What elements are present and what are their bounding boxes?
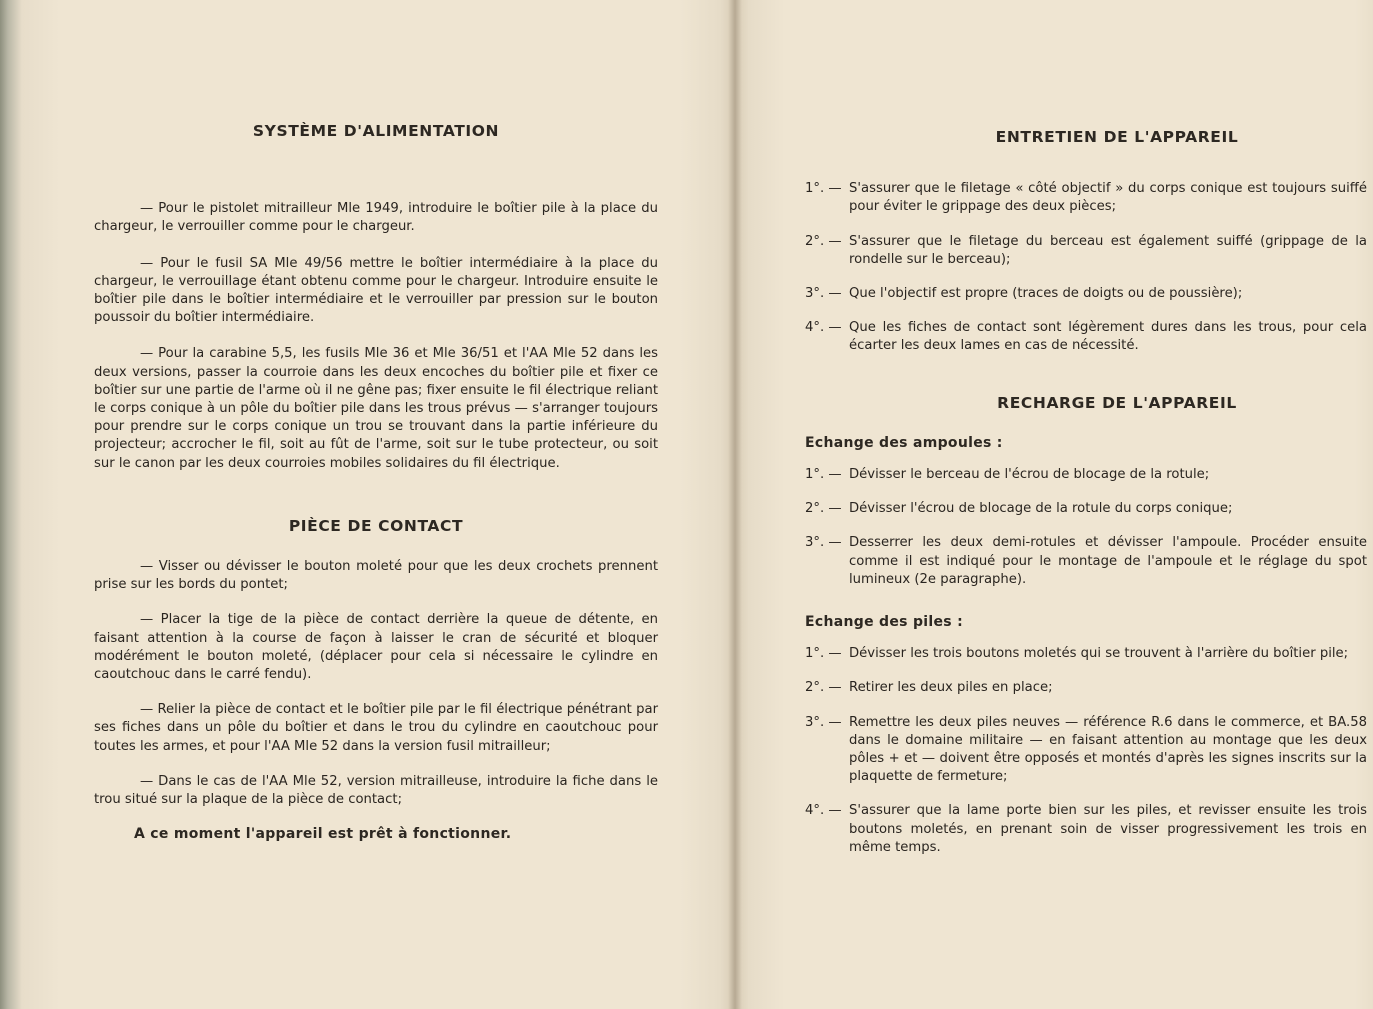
item-number: 4°. — [805,803,842,819]
paragraph-placer: — Placer la tige de la pièce de contact derrière la queue de détente, en faisant attention à la course de façon à laisser le cran de sécurité et bloquer modérément le bouton moleté, (déplacer pour cela si nécessaire le cylindre en caoutchouc dans le carré fendu). [94,612,658,683]
entretien-list [805,180,1367,355]
item-text: Que l'objectif est propre (traces de doigts ou de poussière); [849,286,1243,302]
list-item [805,714,1367,787]
subheading-ampoules: Echange des ampoules : [805,434,1003,451]
paragraph-pistolet: — Pour le pistolet mitrailleur Mle 1949, introduire le boîtier pile à la place du chargeur, le verrouiller comme pour le chargeur. [94,201,658,235]
list-item [805,534,1367,589]
list-item [805,500,1367,518]
paragraph-relier: — Relier la pièce de contact et le boîtier pile par le fil électrique pénétrant par ses fiches dans un pôle du boîtier et dans le trou du cylindre en caoutchouc pour toutes les armes, et pour l'AA Mle 52 dans la version fusil mitrailleur; [94,702,658,754]
ready-statement: A ce moment l'appareil est prêt à fonctionner. [134,826,512,843]
section-title-recharge: RECHARGE DE L'APPAREIL [997,393,1237,412]
item-text: Dévisser le berceau de l'écrou de blocage de la rotule; [849,467,1210,483]
item-number: 2°. — [805,680,842,696]
item-number: 3°. — [805,535,842,551]
paragraph-fusil: — Pour le fusil SA Mle 49/56 mettre le boîtier intermédiaire à la place du chargeur, le verrouillage étant obtenu comme pour le chargeur. Introduire ensuite le boîtier pile dans le boîtier intermédiaire et le verrouiller par pression sur le bouton poussoir du boîtier intermédiaire. [94,255,658,326]
item-text: S'assurer que le filetage du berceau est également suiffé (grippage de la rondelle sur le berceau); [849,233,1367,267]
right-page-content [805,128,1367,857]
paragraph-aa-mle52: — Dans le cas de l'AA Mle 52, version mitrailleuse, introduire la fiche dans le trou situé sur la plaque de la pièce de contact; [94,773,658,808]
item-text: Desserrer les deux demi-rotules et dévisser l'ampoule. Procéder ensuite comme il est indiqué pour le montage de l'ampoule et le réglage du spot lumineux (2e paragraphe). [849,535,1367,587]
piles-list [805,645,1367,857]
item-number: 3°. — [805,286,842,302]
item-text: S'assurer que le filetage « côté objectif » du corps conique est toujours suiffé pour éviter le grippage des deux pièces; [849,181,1367,215]
section-title-alimentation: SYSTÈME D'ALIMENTATION [252,122,500,140]
right-page [735,0,1373,1009]
item-text: Dévisser l'écrou de blocage de la rotule du corps conique; [849,501,1233,517]
item-text: Que les fiches de contact sont légèrement dures dans les trous, pour cela écarter les deux lames en cas de nécessité. [849,320,1367,354]
item-number: 2°. — [805,233,842,249]
list-item [805,645,1367,663]
item-text: Remettre les deux piles neuves — référence R.6 dans le commerce, et BA.58 dans le domaine militaire — en faisant attention au montage que les deux pôles + et — doivent être opposés et montés d'après les signes inscrits sur la plaquette de fermeture; [849,714,1367,785]
list-item [805,679,1367,697]
list-item [805,233,1367,269]
section-title-piece-contact: PIÈCE DE CONTACT [288,516,464,535]
subheading-piles: Echange des piles : [805,614,963,631]
item-text: S'assurer que la lame porte bien sur les piles, et revisser ensuite les trois boutons moletés, en prenant soin de visser progressivement les trois en même temps. [849,803,1367,855]
list-item [805,466,1367,484]
list-item [805,285,1367,303]
item-number: 3°. — [805,714,842,730]
item-number: 4°. — [805,320,842,336]
paragraph-carabine: — Pour la carabine 5,5, les fusils Mle 36 et Mle 36/51 et l'AA Mle 52 dans les deux versions, passer la courroie dans les deux encoches du boîtier pile et fixer ce boîtier sur une partie de l'arme où il ne gêne pas; fixer ensuite le fil électrique reliant le corps conique à un pôle du boîtier pile dans les trous prévus — s'arranger toujours pour prendre sur le corps conique un trou se trouvant dans la partie inférieure du projecteur; accrocher le fil, soit au fût de l'arme, soit sur le tube protecteur, ou soit sur le canon par les deux courroies mobiles solidaires du fil électrique. [94,346,658,471]
list-item [805,802,1367,857]
item-number: 2°. — [805,501,842,517]
item-text: Retirer les deux piles en place; [849,680,1053,696]
item-number: 1°. — [805,181,842,197]
item-number: 1°. — [805,467,842,483]
ampoules-list [805,466,1367,589]
item-number: 1°. — [805,646,842,662]
item-text: Dévisser les trois boutons moletés qui se trouvent à l'arrière du boîtier pile; [849,646,1349,662]
paragraph-visser: — Visser ou dévisser le bouton moleté pour que les deux crochets prennent prise sur les bords du pontet; [94,559,658,593]
book-gutter [728,0,742,1009]
list-item [805,319,1367,355]
section-title-entretien: ENTRETIEN DE L'APPAREIL [995,128,1239,146]
left-page-content [94,122,658,843]
list-item [805,180,1367,216]
